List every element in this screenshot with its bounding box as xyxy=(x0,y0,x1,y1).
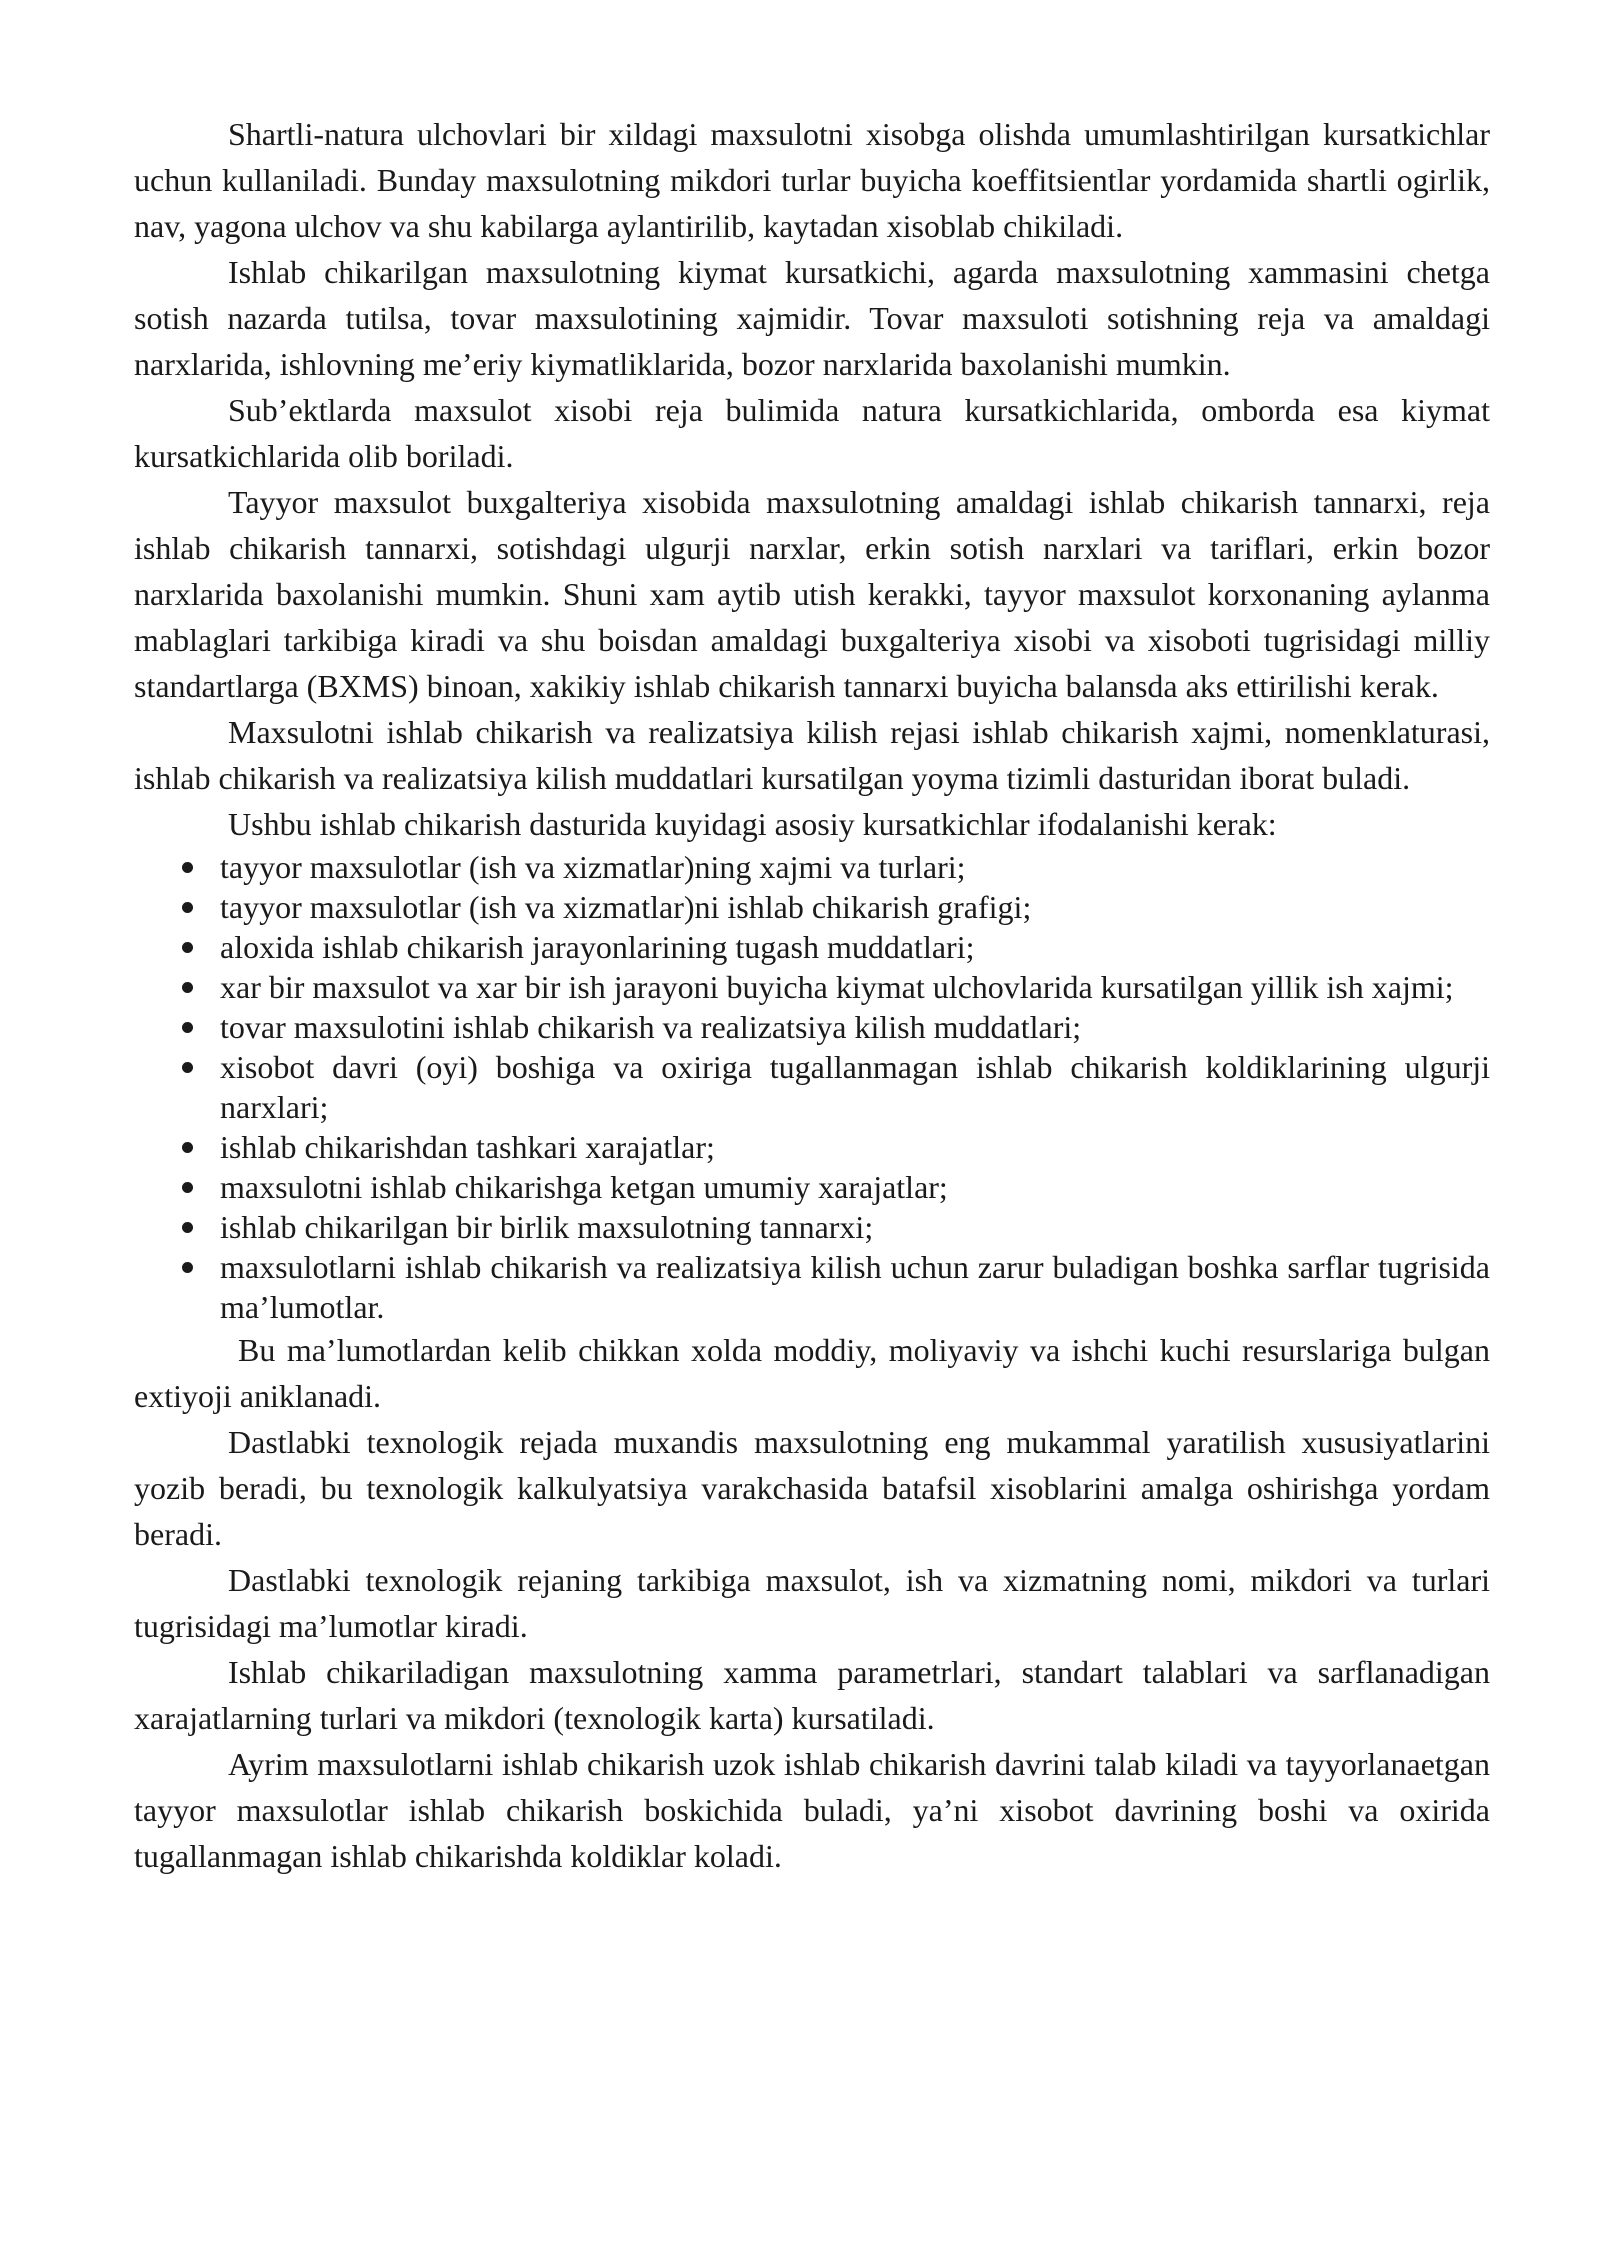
list-item-text: ishlab chikarishdan tashkari xarajatlar; xyxy=(220,1129,715,1165)
bullet-icon xyxy=(182,902,193,913)
bullet-list xyxy=(134,847,1490,1327)
bullet-icon xyxy=(182,1182,193,1193)
bullet-icon xyxy=(182,862,193,873)
paragraph: Ishlab chikarilgan maxsulotning kiymat kursatkichi, agarda maxsulotning xammasini chetga sotish nazarda tutilsa, tovar maxsulotining xajmidir. Tovar maxsuloti sotishning reja va amaldagi narxlarida, ishlovning me’eriy kiymatliklarida, bozor narxlarida baxolanishi mumkin. xyxy=(134,254,1490,382)
list-item xyxy=(134,887,1490,927)
document-page xyxy=(134,111,1490,1879)
list-item xyxy=(134,1047,1490,1127)
paragraph: Bu ma’lumotlardan kelib chikkan xolda moddiy, moliyaviy va ishchi kuchi resurslariga bulgan extiyoji aniklanadi. xyxy=(134,1332,1490,1414)
paragraph: Maxsulotni ishlab chikarish va realizatsiya kilish rejasi ishlab chikarish xajmi, nomenklaturasi, ishlab chikarish va realizatsiya kilish muddatlari kursatilgan yoyma tizimli dasturidan iborat buladi. xyxy=(134,714,1490,796)
list-item-text: maxsulotlarni ishlab chikarish va realizatsiya kilish uchun zarur buladigan boshka sarflar tugrisida ma’lumotlar. xyxy=(220,1249,1490,1325)
bullet-icon xyxy=(182,1262,193,1273)
bullet-icon xyxy=(182,1142,193,1153)
bullet-icon xyxy=(182,1222,193,1233)
list-item xyxy=(134,1007,1490,1047)
list-item-text: xisobot davri (oyi) boshiga va oxiriga tugallanmagan ishlab chikarish koldiklarining ulgurji narxlari; xyxy=(220,1049,1490,1125)
paragraph: Tayyor maxsulot buxgalteriya xisobida maxsulotning amaldagi ishlab chikarish tannarxi, reja ishlab chikarish tannarxi, sotishdagi ulgurji narxlar, erkin sotish narxlari va tariflari, erkin bozor narxlarida baxolanishi mumkin. Shuni xam aytib utish kerakki, tayyor maxsulot korxonaning aylanma mablaglari tarkibiga kiradi va shu boisdan amaldagi buxgalteriya xisobi va xisoboti tugrisidagi milliy standartlarga (BXMS) binoan, xakikiy ishlab chikarish tannarxi buyicha balansda aks ettirilishi kerak. xyxy=(134,484,1490,704)
list-item xyxy=(134,927,1490,967)
list-item-text: xar bir maxsulot va xar bir ish jarayoni buyicha kiymat ulchovlarida kursatilgan yillik ish xajmi; xyxy=(220,969,1454,1005)
bullet-icon xyxy=(182,1062,193,1073)
paragraph: Ayrim maxsulotlarni ishlab chikarish uzok ishlab chikarish davrini talab kiladi va tayyorlanaetgan tayyor maxsulotlar ishlab chikarish boskichida buladi, ya’ni xisobot davrining boshi va oxirida tugallanmagan ishlab chikarishda koldiklar koladi. xyxy=(134,1746,1490,1874)
paragraph: Ishlab chikariladigan maxsulotning xamma parametrlari, standart talablari va sarflanadigan xarajatlarning turlari va mikdori (texnologik karta) kursatiladi. xyxy=(134,1654,1490,1736)
bullet-icon xyxy=(182,1022,193,1033)
list-item xyxy=(134,847,1490,887)
list-item xyxy=(134,1127,1490,1167)
list-item-text: tayyor maxsulotlar (ish va xizmatlar)ni ishlab chikarish grafigi; xyxy=(220,889,1032,925)
list-item-text: aloxida ishlab chikarish jarayonlarining tugash muddatlari; xyxy=(220,929,975,965)
list-intro: Ushbu ishlab chikarish dasturida kuyidagi asosiy kursatkichlar ifodalanishi kerak: xyxy=(228,806,1277,842)
paragraph: Dastlabki texnologik rejada muxandis maxsulotning eng mukammal yaratilish xususiyatlarini yozib beradi, bu texnologik kalkulyatsiya varakchasida batafsil xisoblarini amalga oshirishga yordam beradi. xyxy=(134,1424,1490,1552)
paragraph: Dastlabki texnologik rejaning tarkibiga maxsulot, ish va xizmatning nomi, mikdori va turlari tugrisidagi ma’lumotlar kiradi. xyxy=(134,1562,1490,1644)
list-item-text: tovar maxsulotini ishlab chikarish va realizatsiya kilish muddatlari; xyxy=(220,1009,1082,1045)
list-item-text: tayyor maxsulotlar (ish va xizmatlar)ning xajmi va turlari; xyxy=(220,849,966,885)
bullet-icon xyxy=(182,942,193,953)
bullet-icon xyxy=(182,982,193,993)
paragraph: Shartli-natura ulchovlari bir xildagi maxsulotni xisobga olishda umumlashtirilgan kursatkichlar uchun kullaniladi. Bunday maxsulotning mikdori turlar buyicha koeffitsientlar yordamida shartli ogirlik, nav, yagona ulchov va shu kabilarga aylantirilib, kaytadan xisoblab chikiladi. xyxy=(134,116,1490,244)
paragraph: Sub’ektlarda maxsulot xisobi reja bulimida natura kursatkichlarida, omborda esa kiymat kursatkichlarida olib boriladi. xyxy=(134,392,1490,474)
list-item-text: maxsulotni ishlab chikarishga ketgan umumiy xarajatlar; xyxy=(220,1169,948,1205)
list-item xyxy=(134,1207,1490,1247)
list-item xyxy=(134,1167,1490,1207)
list-item xyxy=(134,967,1490,1007)
list-item xyxy=(134,1247,1490,1327)
list-item-text: ishlab chikarilgan bir birlik maxsulotning tannarxi; xyxy=(220,1209,874,1245)
